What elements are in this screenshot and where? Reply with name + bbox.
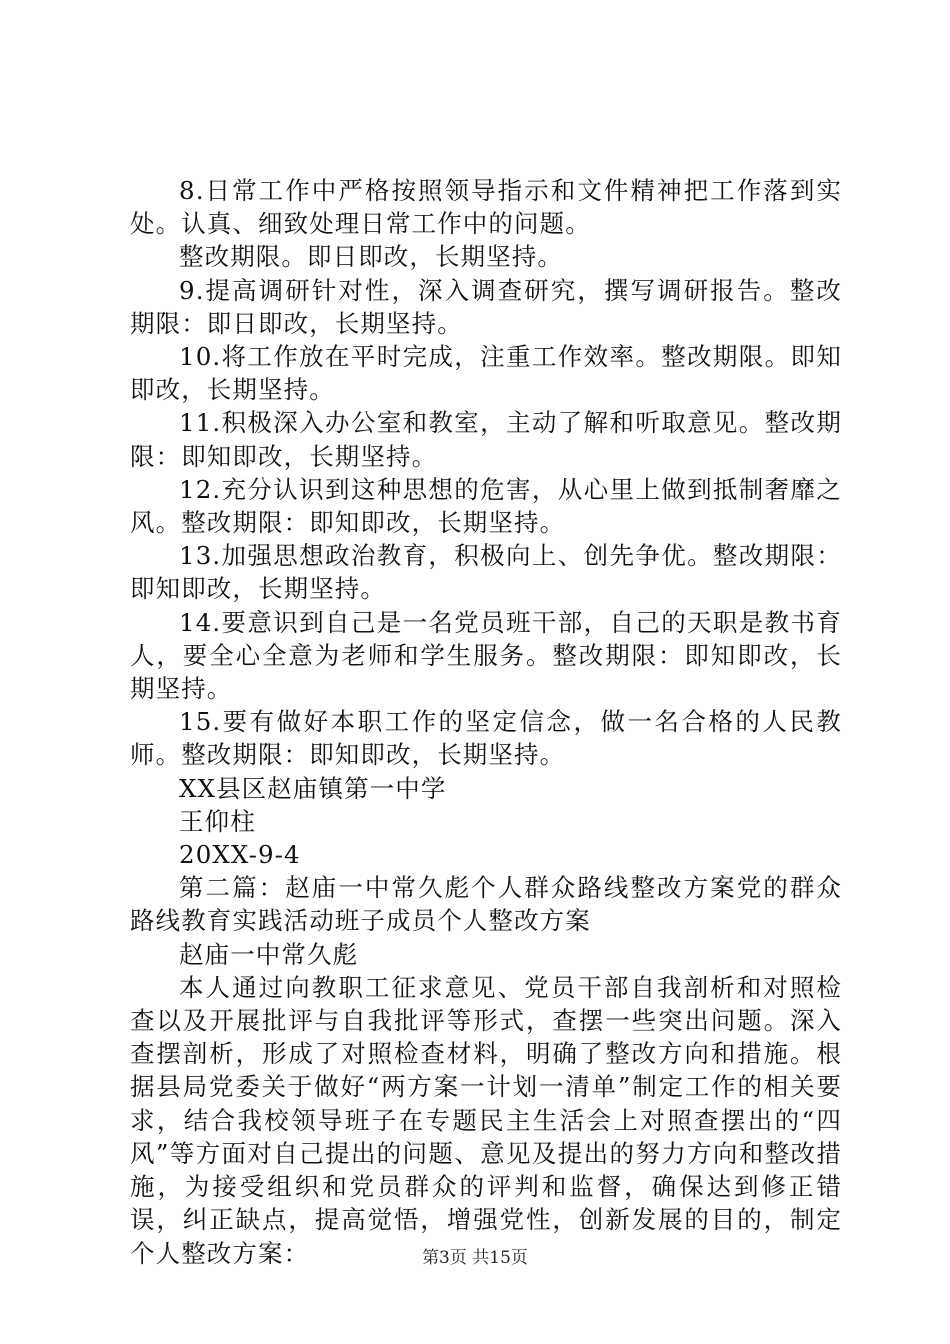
paragraph-item-8: 8.日常工作中严格按照领导指示和文件精神把工作落到实处。认真、细致处理日常工作中的问题。	[130, 176, 842, 239]
paragraph-item-15: 15.要有做好本职工作的坚定信念，做一名合格的人民教师。整改期限：即知即改，长期坚持。	[130, 707, 842, 770]
paragraph-item-14: 14.要意识到自己是一名党员班干部，自己的天职是教书育人，要全心全意为老师和学生服务。整改期限：即知即改，长期坚持。	[130, 607, 842, 704]
paragraph-item-9: 9.提高调研针对性，深入调查研究，撰写调研报告。整改期限：即日即改，长期坚持。	[130, 275, 842, 338]
signature-school: XX县区赵庙镇第一中学	[179, 773, 447, 803]
page-number: 第3页 共15页	[422, 1248, 528, 1268]
paragraph-item-12: 12.充分认识到这种思想的危害，从心里上做到抵制奢靡之风。整改期限：即知即改，长期坚持。	[130, 474, 842, 538]
section-body-paragraph: 本人通过向教职工征求意见、党员干部自我剖析和对照检查以及开展批评与自我批评等形式，查摆一些突出问题。深入查摆剖析，形成了对照检查材料，明确了整改方向和措施。根据县局党委关于做好“两方案一计划一清单”制定工作的相关要求，结合我校领导班子在专题民主生活会上对照查摆出的“四风”等方面对自己提出的问题、意见及提出的努力方向和整改措施，为接受组织和党员群众的评判和监督，确保达到修正错误，纠正缺点，提高觉悟，增强党性，创新发展的目的，制定个人整改方案：	[130, 972, 842, 1268]
paragraph-deadline: 整改期限。即日即改，长期坚持。	[179, 242, 563, 272]
signature-date: 20XX-9-4	[179, 840, 301, 870]
document-body	[130, 174, 842, 1270]
section-author: 赵庙一中常久彪	[179, 939, 359, 969]
signature-name: 王仰柱	[179, 806, 256, 836]
paragraph-item-13: 13.加强思想政治教育，积极向上、创先争优。整改期限：即知即改，长期坚持。	[130, 541, 842, 604]
paragraph-item-11: 11.积极深入办公室和教室，主动了解和听取意见。整改期限：即知即改，长期坚持。	[130, 408, 842, 471]
section-heading: 第二篇：赵庙一中常久彪个人群众路线整改方案党的群众路线教育实践活动班子成员个人整改方案	[130, 873, 842, 936]
paragraph-item-10: 10.将工作放在平时完成，注重工作效率。整改期限。即知即改，长期坚持。	[130, 342, 842, 405]
